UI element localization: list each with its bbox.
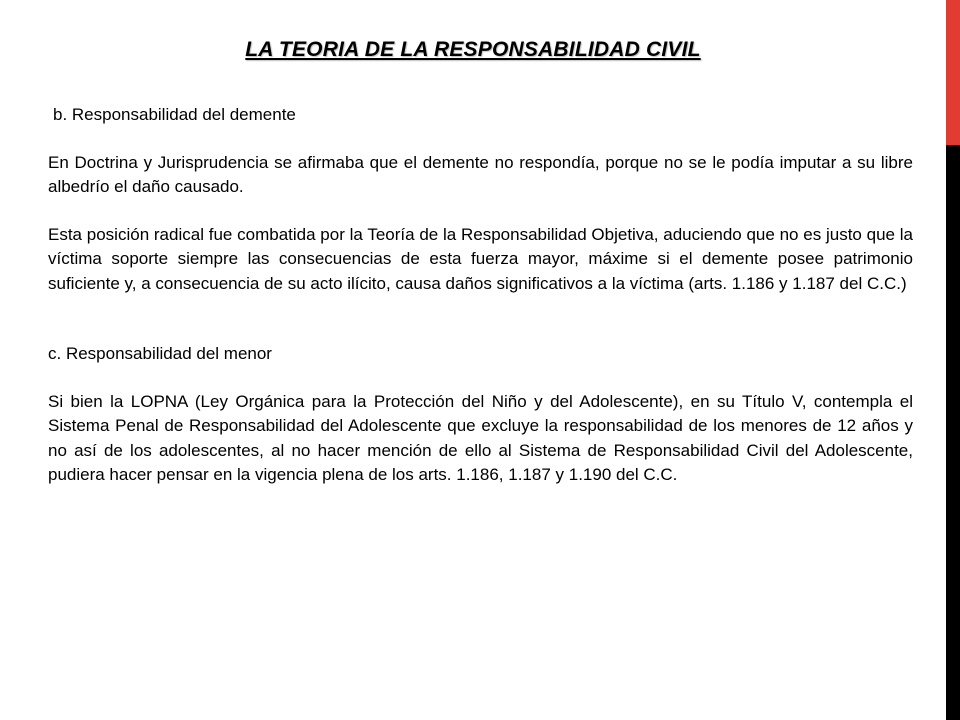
- slide-body: [48, 103, 913, 488]
- spacer: [48, 296, 913, 342]
- spacer: [48, 128, 913, 151]
- paragraph-demente-2: Esta posición radical fue combatida por la Teoría de la Responsabilidad Objetiva, aduciendo que no es justo que la víctima soporte siempre las consecuencias de esta fuerza mayor, máxime si el demente posee patrimonio suficiente y, a consecuencia de su acto ilícito, causa daños significativos a la víctima (arts. 1.186 y 1.187 del C.C.): [48, 224, 913, 293]
- spacer: [48, 367, 913, 390]
- paragraph-demente-1: En Doctrina y Jurisprudencia se afirmaba que el demente no respondía, porque no se le podía imputar a su libre albedrío el daño causado.: [48, 152, 913, 196]
- side-decoration-bar: [946, 0, 960, 720]
- section-heading-demente: b. Responsabilidad del demente: [53, 105, 296, 124]
- paragraph-menor-1: Si bien la LOPNA (Ley Orgánica para la Protección del Niño y del Adolescente), en su Título V, contempla el Sistema Penal de Responsabilidad del Adolescente que excluye la responsabilidad de los menores de 12 años y no así de los adolescentes, al no hacer mención de ello al Sistema de Responsabilidad Civil del Adolescente, pudiera hacer pensar en la vigencia plena de los arts. 1.186, 1.187 y 1.190 del C.C.: [48, 391, 913, 484]
- slide-title: LA TEORIA DE LA RESPONSABILIDAD CIVIL: [245, 38, 701, 61]
- section-heading-menor: c. Responsabilidad del menor: [48, 344, 272, 363]
- side-bar-dark: [946, 145, 960, 720]
- side-bar-accent: [946, 0, 960, 145]
- spacer: [48, 200, 913, 223]
